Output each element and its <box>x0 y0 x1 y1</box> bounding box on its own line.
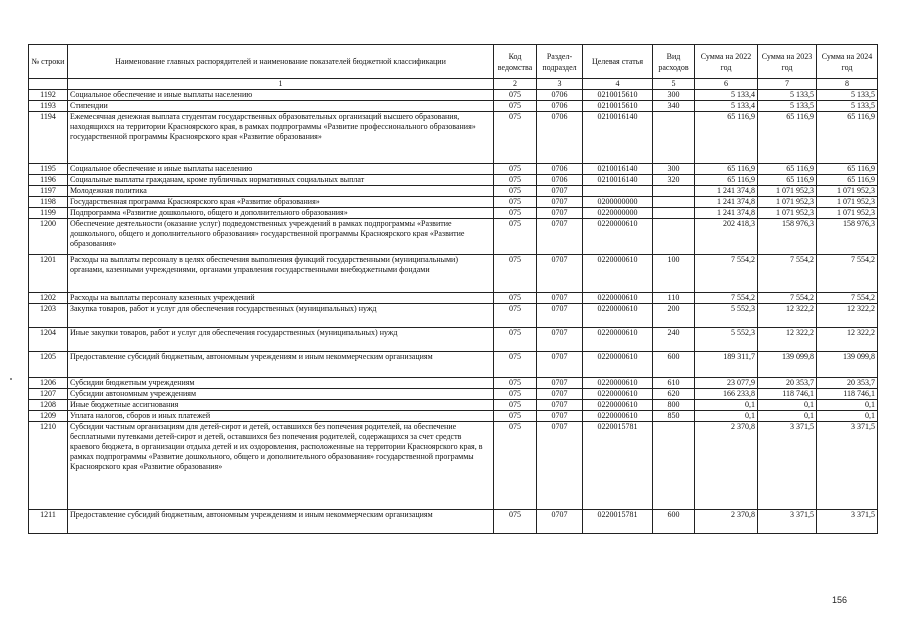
cell-sum-2024: 3 371,5 <box>817 510 878 534</box>
cell-row-number: 1205 <box>29 352 68 378</box>
cell-expense-type-code: 320 <box>653 175 695 186</box>
cell-sum-2024: 12 322,2 <box>817 328 878 352</box>
cell-sum-2023: 7 554,2 <box>758 293 817 304</box>
cell-target-item-code: 0210016140 <box>583 164 653 175</box>
cell-sum-2023: 5 133,5 <box>758 101 817 112</box>
cell-section-code: 0707 <box>537 208 583 219</box>
cell-section-code: 0707 <box>537 186 583 197</box>
table-row <box>29 197 878 208</box>
cell-expense-type-code <box>653 112 695 164</box>
cell-sum-2023: 118 746,1 <box>758 389 817 400</box>
cell-sum-2023: 65 116,9 <box>758 175 817 186</box>
table-row <box>29 219 878 255</box>
cell-target-item-code: 0220000610 <box>583 304 653 328</box>
cell-sum-2022: 65 116,9 <box>695 175 758 186</box>
table-row <box>29 352 878 378</box>
cell-row-number: 1199 <box>29 208 68 219</box>
cell-section-code: 0707 <box>537 219 583 255</box>
cell-row-number: 1193 <box>29 101 68 112</box>
cell-target-item-code: 0220000610 <box>583 255 653 293</box>
cell-sum-2023: 7 554,2 <box>758 255 817 293</box>
table-header <box>29 45 878 90</box>
cell-department-code: 075 <box>494 328 537 352</box>
table-row <box>29 112 878 164</box>
cell-sum-2024: 5 133,5 <box>817 90 878 101</box>
col-header-sum-2022: Сумма на 2022 год <box>695 45 758 79</box>
cell-expense-type-code: 300 <box>653 164 695 175</box>
cell-department-code: 075 <box>494 422 537 510</box>
col-header-expense-type: Вид расходов <box>653 45 695 79</box>
table-row <box>29 422 878 510</box>
cell-section-code: 0706 <box>537 90 583 101</box>
cell-sum-2024: 7 554,2 <box>817 255 878 293</box>
cell-sum-2022: 65 116,9 <box>695 112 758 164</box>
cell-department-code: 075 <box>494 352 537 378</box>
cell-row-number: 1198 <box>29 197 68 208</box>
cell-indicator-name: Иные бюджетные ассигнования <box>68 400 494 411</box>
col-number: 4 <box>583 79 653 90</box>
cell-row-number: 1202 <box>29 293 68 304</box>
cell-sum-2023: 12 322,2 <box>758 304 817 328</box>
cell-sum-2024: 12 322,2 <box>817 304 878 328</box>
col-number: 7 <box>758 79 817 90</box>
cell-sum-2024: 1 071 952,3 <box>817 186 878 197</box>
cell-department-code: 075 <box>494 510 537 534</box>
cell-sum-2022: 189 311,7 <box>695 352 758 378</box>
table-row <box>29 304 878 328</box>
cell-sum-2024: 1 071 952,3 <box>817 208 878 219</box>
col-number <box>29 79 68 90</box>
cell-target-item-code: 0220000610 <box>583 219 653 255</box>
cell-target-item-code: 0220000610 <box>583 400 653 411</box>
cell-target-item-code: 0220000000 <box>583 208 653 219</box>
cell-sum-2022: 5 133,4 <box>695 90 758 101</box>
cell-sum-2024: 139 099,8 <box>817 352 878 378</box>
cell-sum-2023: 1 071 952,3 <box>758 197 817 208</box>
cell-sum-2024: 7 554,2 <box>817 293 878 304</box>
column-number-row <box>29 79 878 90</box>
cell-section-code: 0707 <box>537 352 583 378</box>
cell-indicator-name: Ежемесячная денежная выплата студентам государственных образовательных организаций высшего образования, находящихся на территории Красноярского края, в рамках подпрограммы «Развитие профессионального образования» государственной программы Красноярского края «Развитие образования» <box>68 112 494 164</box>
col-number: 2 <box>494 79 537 90</box>
cell-row-number: 1204 <box>29 328 68 352</box>
cell-sum-2024: 65 116,9 <box>817 175 878 186</box>
cell-sum-2024: 65 116,9 <box>817 164 878 175</box>
cell-department-code: 075 <box>494 219 537 255</box>
cell-indicator-name: Субсидии частным организациям для детей-сирот и детей, оставшихся без попечения родителей, на обеспечение бесплатными путевками детей-сирот и детей, оставшихся без попечения родителей, содержащихся за счет средств краевого бюджета, в организации отдыха детей и их оздоровления, расположенные на территории Красноярского края, в рамках подпрограммы «Развитие дошкольного, общего и дополнительного образования» государственной программы Красноярского края «Развитие образования» <box>68 422 494 510</box>
cell-sum-2023: 5 133,5 <box>758 90 817 101</box>
cell-sum-2022: 1 241 374,8 <box>695 186 758 197</box>
cell-expense-type-code: 100 <box>653 255 695 293</box>
cell-indicator-name: Субсидии автономным учреждениям <box>68 389 494 400</box>
cell-department-code: 075 <box>494 293 537 304</box>
cell-target-item-code: 0220000610 <box>583 352 653 378</box>
cell-expense-type-code: 300 <box>653 90 695 101</box>
cell-row-number: 1207 <box>29 389 68 400</box>
cell-section-code: 0706 <box>537 175 583 186</box>
cell-sum-2023: 1 071 952,3 <box>758 208 817 219</box>
table-row <box>29 101 878 112</box>
cell-section-code: 0706 <box>537 101 583 112</box>
cell-expense-type-code: 800 <box>653 400 695 411</box>
budget-table <box>28 44 878 534</box>
cell-indicator-name: Государственная программа Красноярского края «Развитие образования» <box>68 197 494 208</box>
cell-row-number: 1192 <box>29 90 68 101</box>
cell-target-item-code: 0200000000 <box>583 197 653 208</box>
cell-sum-2023: 3 371,5 <box>758 422 817 510</box>
cell-target-item-code: 0220000610 <box>583 293 653 304</box>
cell-department-code: 075 <box>494 389 537 400</box>
cell-department-code: 075 <box>494 186 537 197</box>
cell-sum-2022: 1 241 374,8 <box>695 197 758 208</box>
cell-department-code: 075 <box>494 112 537 164</box>
cell-row-number: 1200 <box>29 219 68 255</box>
cell-expense-type-code <box>653 208 695 219</box>
table-row <box>29 175 878 186</box>
cell-target-item-code: 0210016140 <box>583 175 653 186</box>
cell-sum-2022: 2 370,8 <box>695 510 758 534</box>
cell-department-code: 075 <box>494 101 537 112</box>
cell-department-code: 075 <box>494 175 537 186</box>
cell-department-code: 075 <box>494 208 537 219</box>
cell-sum-2023: 0,1 <box>758 400 817 411</box>
cell-expense-type-code: 620 <box>653 389 695 400</box>
cell-expense-type-code: 240 <box>653 328 695 352</box>
cell-sum-2022: 5 133,4 <box>695 101 758 112</box>
table-row <box>29 328 878 352</box>
cell-indicator-name: Субсидии бюджетным учреждениям <box>68 378 494 389</box>
cell-expense-type-code: 600 <box>653 510 695 534</box>
cell-indicator-name: Закупка товаров, работ и услуг для обеспечения государственных (муниципальных) нужд <box>68 304 494 328</box>
cell-sum-2024: 3 371,5 <box>817 422 878 510</box>
col-number: 8 <box>817 79 878 90</box>
col-header-sum-2023: Сумма на 2023 год <box>758 45 817 79</box>
cell-target-item-code: 0210015610 <box>583 101 653 112</box>
cell-sum-2024: 5 133,5 <box>817 101 878 112</box>
cell-target-item-code: 0220000610 <box>583 328 653 352</box>
cell-indicator-name: Подпрограмма «Развитие дошкольного, общего и дополнительного образования» <box>68 208 494 219</box>
cell-sum-2023: 12 322,2 <box>758 328 817 352</box>
cell-section-code: 0707 <box>537 293 583 304</box>
col-header-section: Раздел-подраздел <box>537 45 583 79</box>
cell-section-code: 0707 <box>537 304 583 328</box>
cell-row-number: 1206 <box>29 378 68 389</box>
cell-section-code: 0707 <box>537 389 583 400</box>
table-row <box>29 411 878 422</box>
col-header-row-number: № строки <box>29 45 68 79</box>
cell-indicator-name: Предоставление субсидий бюджетным, автономным учреждениям и иным некоммерческим организациям <box>68 510 494 534</box>
cell-row-number: 1197 <box>29 186 68 197</box>
cell-department-code: 075 <box>494 304 537 328</box>
cell-section-code: 0707 <box>537 328 583 352</box>
scan-speck <box>10 378 12 380</box>
cell-target-item-code: 0220000610 <box>583 411 653 422</box>
cell-sum-2022: 5 552,3 <box>695 328 758 352</box>
table-row <box>29 389 878 400</box>
cell-section-code: 0706 <box>537 112 583 164</box>
table-body <box>29 90 878 534</box>
table-row <box>29 378 878 389</box>
cell-sum-2023: 158 976,3 <box>758 219 817 255</box>
cell-sum-2022: 23 077,9 <box>695 378 758 389</box>
cell-sum-2024: 65 116,9 <box>817 112 878 164</box>
cell-sum-2022: 166 233,8 <box>695 389 758 400</box>
table-row <box>29 293 878 304</box>
table-row <box>29 255 878 293</box>
cell-sum-2022: 65 116,9 <box>695 164 758 175</box>
table-row <box>29 208 878 219</box>
cell-indicator-name: Расходы на выплаты персоналу в целях обеспечения выполнения функций государственными (муниципальными) органами, казенными учреждениями, органами управления государственными внебюджетными фондами <box>68 255 494 293</box>
cell-row-number: 1195 <box>29 164 68 175</box>
cell-indicator-name: Социальное обеспечение и иные выплаты населению <box>68 164 494 175</box>
cell-department-code: 075 <box>494 411 537 422</box>
cell-indicator-name: Иные закупки товаров, работ и услуг для обеспечения государственных (муниципальных) нужд <box>68 328 494 352</box>
cell-indicator-name: Социальное обеспечение и иные выплаты населению <box>68 90 494 101</box>
cell-indicator-name: Обеспечение деятельности (оказание услуг) подведомственных учреждений в рамках подпрограммы «Развитие дошкольного, общего и дополнительного образования» государственной программы Красноярского края «Развитие образования» <box>68 219 494 255</box>
cell-indicator-name: Социальные выплаты гражданам, кроме публичных нормативных социальных выплат <box>68 175 494 186</box>
cell-sum-2024: 0,1 <box>817 411 878 422</box>
cell-department-code: 075 <box>494 164 537 175</box>
cell-expense-type-code: 850 <box>653 411 695 422</box>
cell-target-item-code: 0220000610 <box>583 389 653 400</box>
cell-department-code: 075 <box>494 197 537 208</box>
table-row <box>29 164 878 175</box>
cell-sum-2022: 7 554,2 <box>695 293 758 304</box>
cell-expense-type-code: 110 <box>653 293 695 304</box>
cell-expense-type-code <box>653 422 695 510</box>
cell-sum-2022: 0,1 <box>695 400 758 411</box>
cell-department-code: 075 <box>494 400 537 411</box>
cell-section-code: 0707 <box>537 510 583 534</box>
cell-indicator-name: Уплата налогов, сборов и иных платежей <box>68 411 494 422</box>
cell-indicator-name: Предоставление субсидий бюджетным, автономным учреждениям и иным некоммерческим организациям <box>68 352 494 378</box>
col-header-department-code: Код ведомства <box>494 45 537 79</box>
cell-expense-type-code: 610 <box>653 378 695 389</box>
table-row <box>29 90 878 101</box>
cell-sum-2023: 0,1 <box>758 411 817 422</box>
cell-expense-type-code <box>653 197 695 208</box>
cell-sum-2024: 158 976,3 <box>817 219 878 255</box>
col-number: 5 <box>653 79 695 90</box>
cell-sum-2022: 7 554,2 <box>695 255 758 293</box>
cell-department-code: 075 <box>494 378 537 389</box>
cell-section-code: 0707 <box>537 411 583 422</box>
cell-sum-2022: 1 241 374,8 <box>695 208 758 219</box>
cell-sum-2024: 20 353,7 <box>817 378 878 389</box>
cell-sum-2022: 5 552,3 <box>695 304 758 328</box>
cell-target-item-code <box>583 186 653 197</box>
cell-row-number: 1203 <box>29 304 68 328</box>
cell-expense-type-code: 200 <box>653 304 695 328</box>
table-row <box>29 400 878 411</box>
cell-sum-2023: 139 099,8 <box>758 352 817 378</box>
cell-expense-type-code <box>653 219 695 255</box>
cell-expense-type-code <box>653 186 695 197</box>
cell-row-number: 1194 <box>29 112 68 164</box>
cell-indicator-name: Молодежная политика <box>68 186 494 197</box>
cell-row-number: 1209 <box>29 411 68 422</box>
col-number: 6 <box>695 79 758 90</box>
table-row <box>29 186 878 197</box>
cell-sum-2023: 65 116,9 <box>758 164 817 175</box>
cell-section-code: 0707 <box>537 378 583 389</box>
cell-expense-type-code: 340 <box>653 101 695 112</box>
cell-sum-2022: 0,1 <box>695 411 758 422</box>
cell-row-number: 1201 <box>29 255 68 293</box>
col-header-sum-2024: Сумма на 2024 год <box>817 45 878 79</box>
col-number: 1 <box>68 79 494 90</box>
cell-section-code: 0707 <box>537 255 583 293</box>
cell-sum-2022: 202 418,3 <box>695 219 758 255</box>
cell-row-number: 1210 <box>29 422 68 510</box>
cell-indicator-name: Расходы на выплаты персоналу казенных учреждений <box>68 293 494 304</box>
cell-indicator-name: Стипендии <box>68 101 494 112</box>
cell-section-code: 0707 <box>537 400 583 411</box>
cell-section-code: 0707 <box>537 422 583 510</box>
table-row <box>29 510 878 534</box>
cell-section-code: 0706 <box>537 164 583 175</box>
cell-sum-2022: 2 370,8 <box>695 422 758 510</box>
col-header-target-item: Целевая статья <box>583 45 653 79</box>
cell-target-item-code: 0210015610 <box>583 90 653 101</box>
col-number: 3 <box>537 79 583 90</box>
cell-sum-2023: 65 116,9 <box>758 112 817 164</box>
cell-department-code: 075 <box>494 255 537 293</box>
page-number: 156 <box>832 595 848 605</box>
cell-sum-2024: 1 071 952,3 <box>817 197 878 208</box>
cell-department-code: 075 <box>494 90 537 101</box>
cell-sum-2023: 20 353,7 <box>758 378 817 389</box>
cell-target-item-code: 0220015781 <box>583 510 653 534</box>
cell-target-item-code: 0220015781 <box>583 422 653 510</box>
cell-sum-2023: 3 371,5 <box>758 510 817 534</box>
cell-sum-2023: 1 071 952,3 <box>758 186 817 197</box>
col-header-name: Наименование главных распорядителей и наименование показателей бюджетной классификации <box>68 45 494 79</box>
cell-sum-2024: 0,1 <box>817 400 878 411</box>
cell-section-code: 0707 <box>537 197 583 208</box>
cell-expense-type-code: 600 <box>653 352 695 378</box>
cell-row-number: 1208 <box>29 400 68 411</box>
cell-target-item-code: 0220000610 <box>583 378 653 389</box>
cell-row-number: 1196 <box>29 175 68 186</box>
cell-row-number: 1211 <box>29 510 68 534</box>
cell-target-item-code: 0210016140 <box>583 112 653 164</box>
cell-sum-2024: 118 746,1 <box>817 389 878 400</box>
